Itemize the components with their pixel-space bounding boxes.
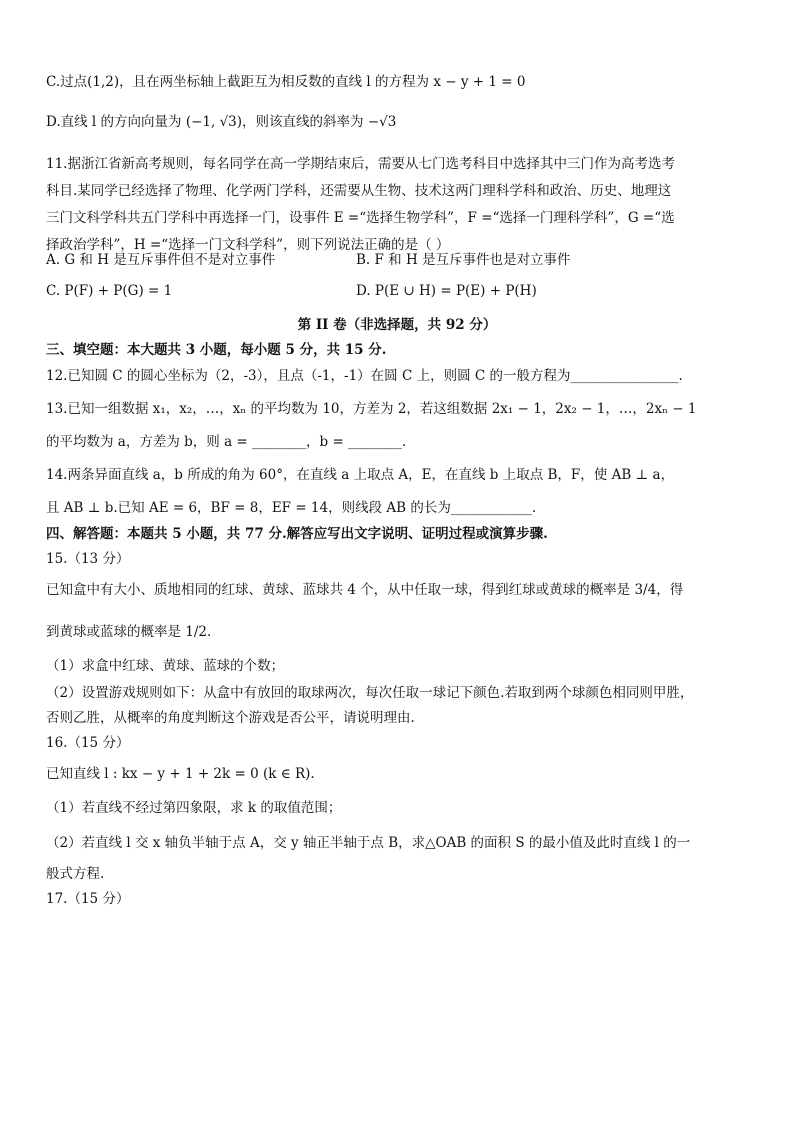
question-16-part-2-line-2: 般式方程. bbox=[46, 866, 105, 882]
question-11-line-4: 择政治学科”，H =“选择一门文科学科”，则下列说法正确的是（ ） bbox=[46, 237, 450, 253]
question-15-line-1: 已知盒中有大小、质地相同的红球、黄球、蓝球共 4 个，从中任取一球，得到红球或黄球的概率是 3/4，得 bbox=[46, 582, 684, 598]
question-15-part-2-line-1: （2）设置游戏规则如下：从盒中有放回的取球两次，每次任取一球记下颜色.若取到两个球颜色相同则甲胜， bbox=[46, 685, 694, 701]
section-title-part-2: 第 II 卷（非选择题，共 92 分） bbox=[297, 317, 497, 333]
question-15-line-2: 到黄球或蓝球的概率是 1/2. bbox=[46, 624, 212, 640]
option-c-line: C.过点(1,2)，且在两坐标轴上截距互为相反数的直线 l 的方程为 x − y + 1 = 0 bbox=[46, 74, 526, 90]
question-12: 12.已知圆 C 的圆心坐标为（2，-3），且点（-1，-1）在圆 C 上，则圆 C 的一般方程为________________. bbox=[46, 368, 683, 384]
question-17-header: 17.（15 分） bbox=[46, 891, 130, 907]
question-16-header: 16.（15 分） bbox=[46, 735, 130, 751]
question-13-line-1: 13.已知一组数据 x₁，x₂，…，xₙ 的平均数为 10，方差为 2，若这组数据 2x₁ − 1，2x₂ − 1，…，2xₙ − 1 bbox=[46, 401, 697, 417]
question-11-line-2: 科目.某同学已经选择了物理、化学两门学科，还需要从生物、技术这两门理科学科和政治、历史、地理这 bbox=[46, 183, 672, 199]
question-11-line-1: 11.据浙江省新高考规则，每名同学在高一学期结束后，需要从七门选考科目中选择其中三门作为高考选考 bbox=[46, 156, 675, 172]
option-d: D. P(E ∪ H) = P(E) + P(H) bbox=[356, 283, 537, 299]
question-15-header: 15.（13 分） bbox=[46, 551, 130, 567]
option-c: C. P(F) + P(G) = 1 bbox=[46, 283, 173, 299]
question-13-line-2: 的平均数为 a，方差为 b，则 a = ________，b = ________. bbox=[46, 434, 407, 450]
section-heading-fill-in: 三、填空题：本大题共 3 小题，每小题 5 分，共 15 分. bbox=[46, 342, 387, 358]
question-16-part-1: （1）若直线不经过第四象限，求 k 的取值范围； bbox=[46, 800, 342, 816]
question-14-line-2: 且 AB ⊥ b.已知 AE = 6，BF = 8，EF = 14，则线段 AB 的长为____________. bbox=[46, 500, 537, 516]
question-15-part-2-line-2: 否则乙胜，从概率的角度判断这个游戏是否公平，请说明理由. bbox=[46, 710, 415, 726]
question-16-part-2-line-1: （2）若直线 l 交 x 轴负半轴于点 A，交 y 轴正半轴于点 B，求△OAB 的面积 S 的最小值及此时直线 l 的一 bbox=[46, 835, 691, 851]
section-heading-solutions: 四、解答题：本题共 5 小题，共 77 分.解答应写出文字说明、证明过程或演算步骤. bbox=[46, 526, 548, 542]
option-d-line: D.直线 l 的方向向量为 (−1, √3)，则该直线的斜率为 −√3 bbox=[46, 114, 397, 130]
option-a: A. G 和 H 是互斥事件但不是对立事件 bbox=[46, 252, 276, 268]
question-16-statement: 已知直线 l : kx − y + 1 + 2k = 0 (k ∈ R). bbox=[46, 766, 315, 782]
question-14-line-1: 14.两条异面直线 a，b 所成的角为 60°，在直线 a 上取点 A，E，在直线 b 上取点 B，F，使 AB ⊥ a， bbox=[46, 467, 675, 483]
question-15-part-1: （1）求盒中红球、黄球、蓝球的个数； bbox=[46, 658, 285, 674]
question-11-line-3: 三门文科学科共五门学科中再选择一门，设事件 E =“选择生物学科”，F =“选择一门理科学科”，G =“选 bbox=[46, 210, 675, 226]
option-b: B. F 和 H 是互斥事件也是对立事件 bbox=[356, 252, 571, 268]
